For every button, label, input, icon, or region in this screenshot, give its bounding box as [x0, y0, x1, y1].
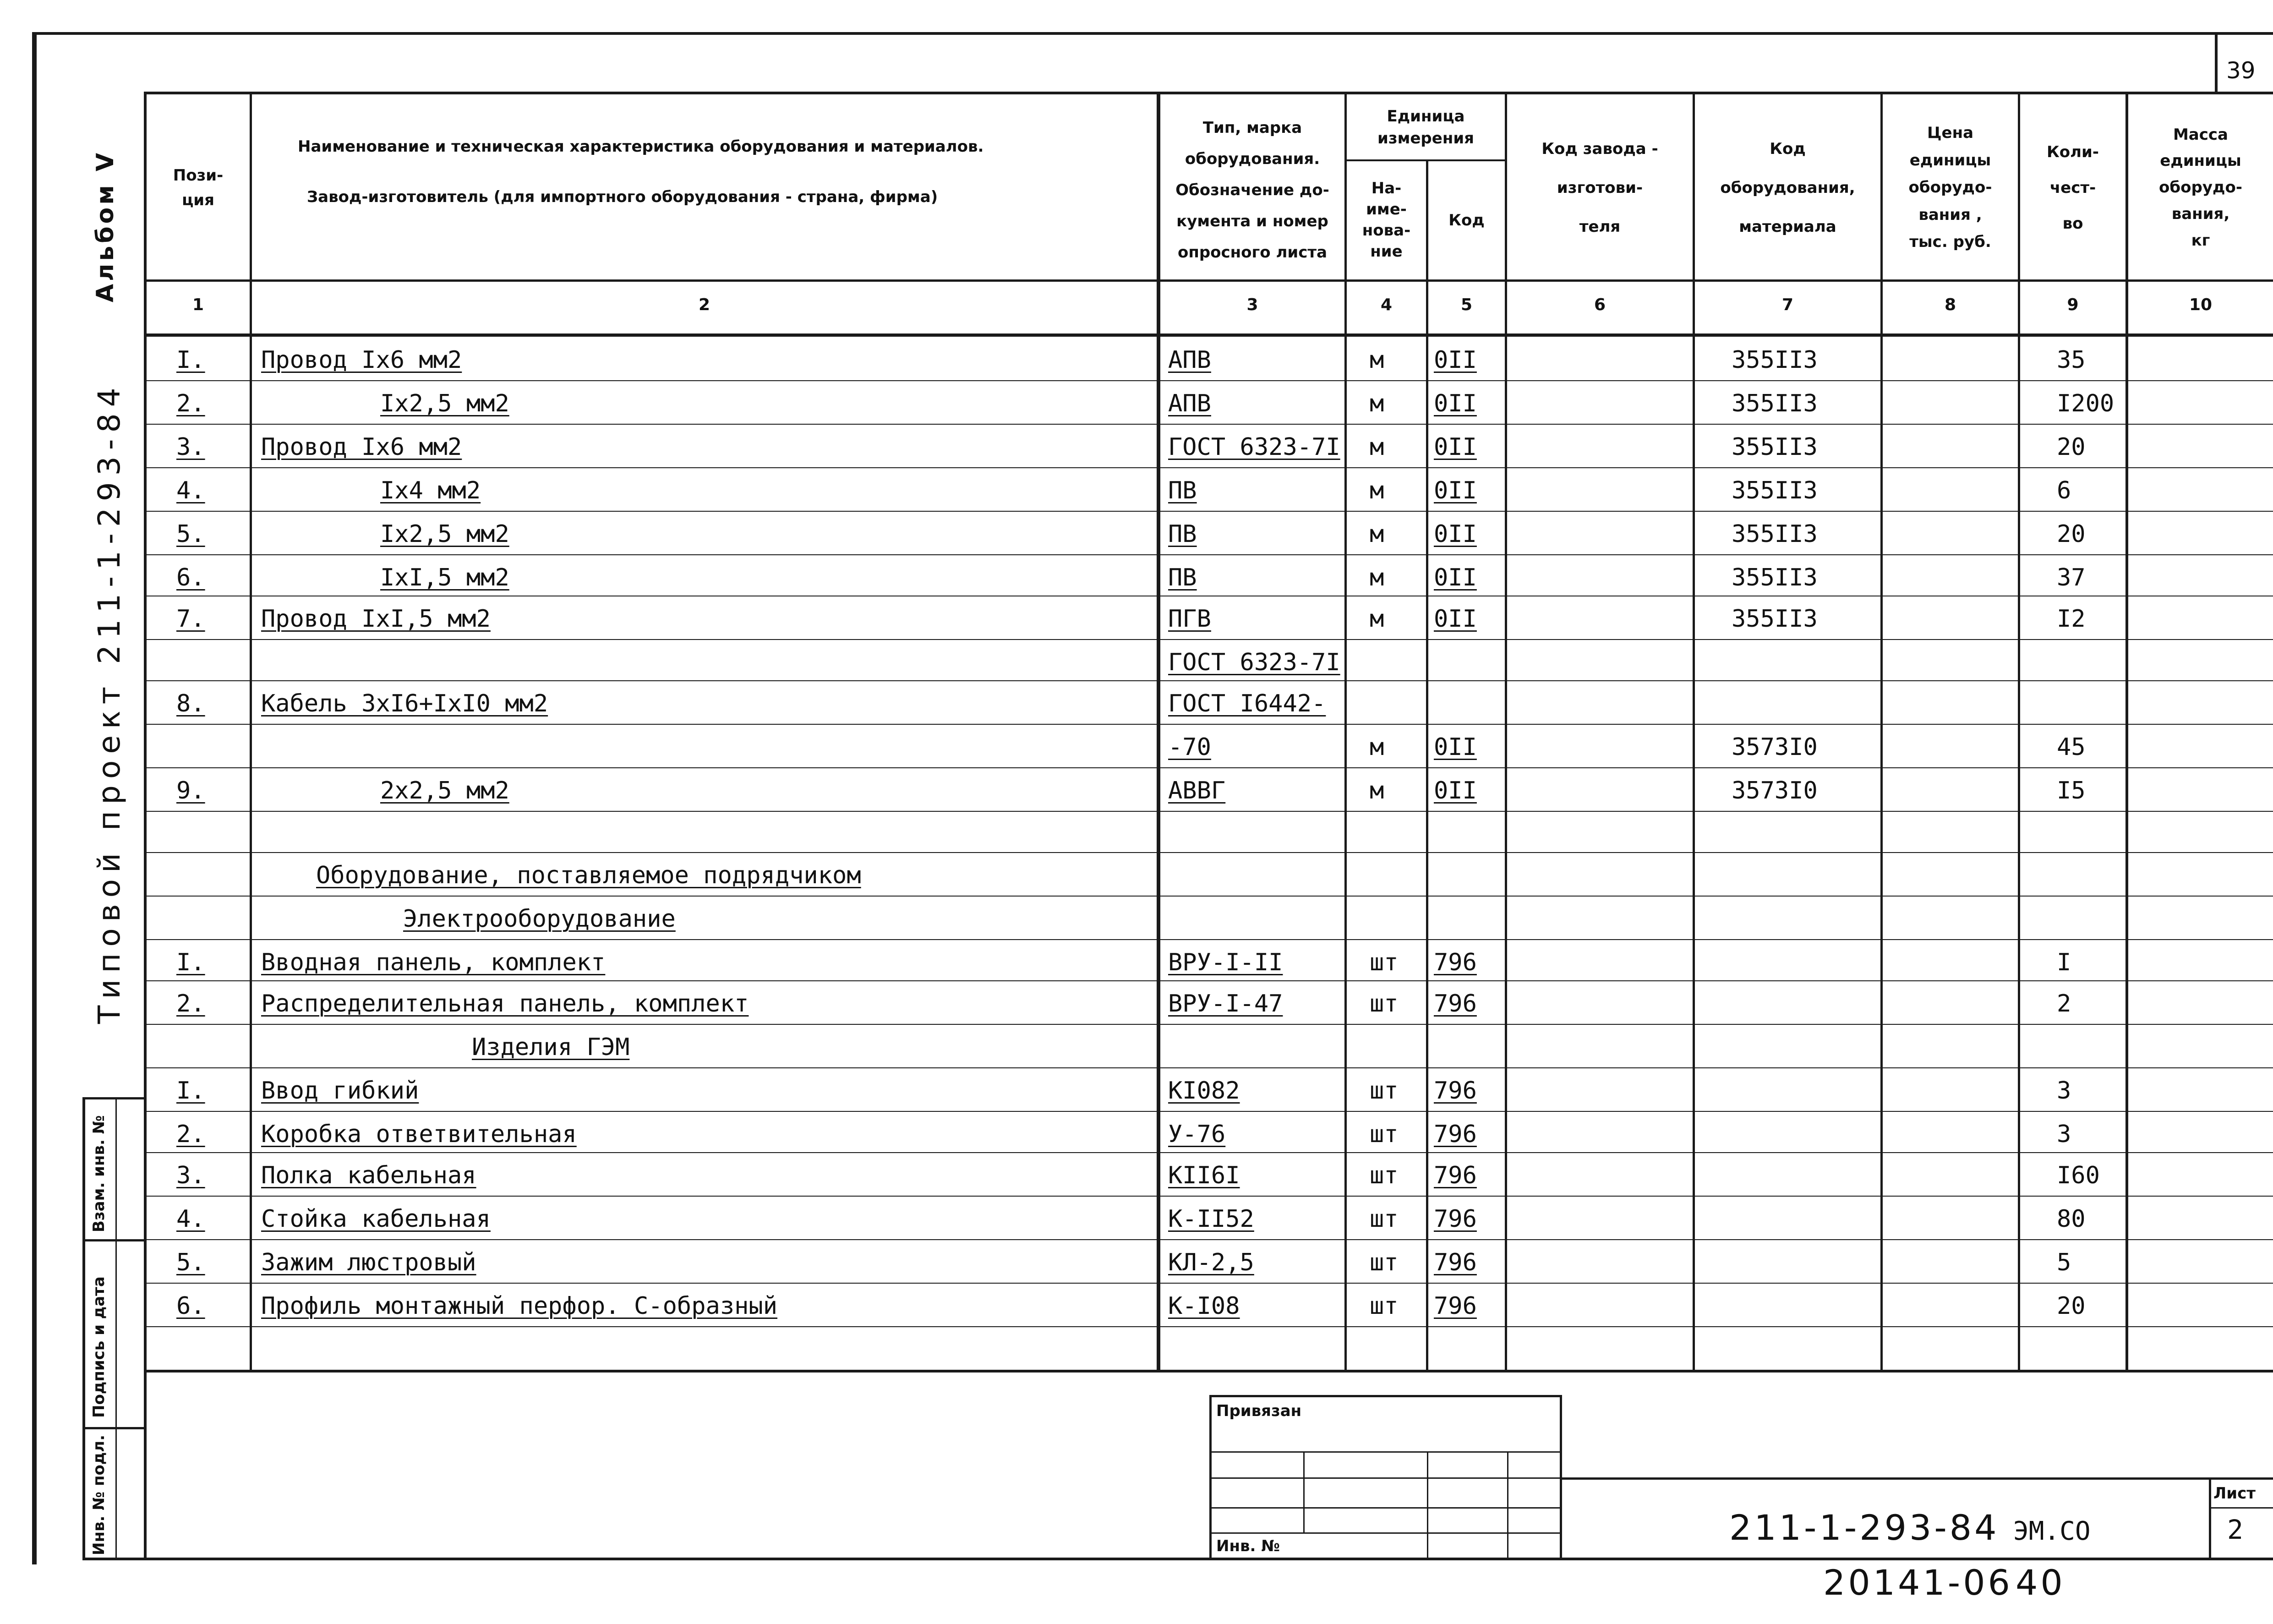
row-line	[144, 554, 2273, 555]
table-top-border	[144, 92, 2273, 94]
row-22-qty: 5	[2057, 1249, 2071, 1276]
row-line	[144, 467, 2273, 468]
row-1-name: Провод Iх6 мм2	[261, 346, 462, 374]
row-6-qty: 37	[2057, 564, 2086, 591]
footer-number: 20141-06	[1823, 1562, 2013, 1603]
row-19-code: 796	[1434, 1121, 1477, 1148]
row-22-type: КЛ-2,5	[1168, 1249, 1254, 1276]
col-line-2	[1157, 92, 1160, 1372]
row-10-code: 0II	[1434, 733, 1477, 761]
row-line	[144, 511, 2273, 512]
stamp-line	[82, 1427, 147, 1429]
col-line-3	[1344, 92, 1347, 1372]
title-top	[1562, 1477, 2273, 1480]
row-16-name: Распределительная панель, комплект	[261, 990, 749, 1017]
row-line	[144, 1239, 2273, 1240]
row-17-name: Изделия ГЭМ	[472, 1033, 630, 1061]
row-10-eq-code: 3573I0	[1732, 733, 1818, 761]
row-6-unit: м	[1370, 564, 1384, 591]
row-22-pos: 5.	[176, 1249, 205, 1276]
priv-line	[1209, 1532, 1562, 1534]
doc-code: 211-1-293-84	[1729, 1507, 2000, 1548]
row-21-pos: 4.	[176, 1205, 205, 1233]
row-2-name: Iх2,5 мм2	[380, 390, 509, 417]
col-line-5	[1505, 92, 1507, 1372]
row-8-type: ГОСТ 6323-7I	[1168, 649, 1340, 676]
row-18-name: Ввод гибкий	[261, 1077, 419, 1105]
row-13-name: Оборудование, поставляемое подрядчиком	[316, 862, 861, 889]
row-10-qty: 45	[2057, 733, 2086, 761]
row-15-name: Вводная панель, комплект	[261, 949, 606, 976]
stamp-line	[82, 1239, 147, 1241]
row-line	[144, 767, 2273, 768]
row-20-pos: 3.	[176, 1162, 205, 1189]
row-5-eq-code: 355II3	[1732, 520, 1818, 548]
sheet-box-left	[2209, 1477, 2211, 1560]
hdr-price: Цена единицы оборудо- вания , тыс. руб.	[1908, 124, 1992, 252]
row-line	[144, 1196, 2273, 1197]
row-20-unit: шт	[1370, 1162, 1399, 1189]
row-20-qty: I60	[2057, 1162, 2100, 1189]
row-4-qty: 6	[2057, 477, 2071, 504]
row-7-eq-code: 355II3	[1732, 605, 1818, 633]
col-num-2: 2	[698, 295, 710, 314]
row-2-unit: м	[1370, 390, 1384, 417]
footer-page: 40	[2016, 1562, 2065, 1603]
hdr-name-1: Наименование и техническая характеристика оборудования и материалов.	[298, 137, 984, 156]
row-18-unit: шт	[1370, 1077, 1399, 1105]
row-2-pos: 2.	[176, 390, 205, 417]
col-num-1: 1	[192, 295, 204, 314]
row-line	[144, 424, 2273, 425]
row-16-type: ВРУ-I-47	[1168, 990, 1283, 1017]
row-line	[144, 1111, 2273, 1112]
row-line	[144, 896, 2273, 897]
priv-vline	[1507, 1451, 1508, 1560]
row-18-type: КI082	[1168, 1077, 1240, 1105]
row-5-qty: 20	[2057, 520, 2086, 548]
col-line-7	[1880, 92, 1883, 1372]
col-line-8	[2018, 92, 2020, 1372]
privyazan-label: Привязан	[1216, 1402, 1302, 1420]
hdr-mass: Масса единицы оборудо- вания, кг	[2159, 125, 2242, 250]
left-border	[32, 32, 37, 1564]
row-15-type: ВРУ-I-II	[1168, 949, 1283, 976]
row-line	[144, 1067, 2273, 1068]
row-7-pos: 7.	[176, 605, 205, 633]
row-23-type: К-I08	[1168, 1292, 1240, 1320]
priv-vline	[1303, 1451, 1305, 1534]
row-3-pos: 3.	[176, 433, 205, 461]
row-11-eq-code: 3573I0	[1732, 777, 1818, 804]
hdr-equip-code: Код оборудования, материала	[1720, 139, 1855, 236]
row-11-code: 0II	[1434, 777, 1477, 804]
row-15-qty: I	[2057, 949, 2071, 976]
hdr-unit-code: Код	[1448, 211, 1485, 230]
row-23-code: 796	[1434, 1292, 1477, 1320]
row-2-code: 0II	[1434, 390, 1477, 417]
row-line	[144, 680, 2273, 681]
row-7-name: Провод IхI,5 мм2	[261, 605, 491, 633]
stamp-vzam: Взам. инв. №	[90, 1115, 108, 1232]
row-3-unit: м	[1370, 433, 1384, 461]
row-19-qty: 3	[2057, 1121, 2071, 1148]
row-21-name: Стойка кабельная	[261, 1205, 491, 1233]
top-border-outer	[32, 32, 2273, 35]
hdr-name-2: Завод-изготовитель (для импортного оборудования - страна, фирма)	[307, 187, 938, 206]
row-21-code: 796	[1434, 1205, 1477, 1233]
row-21-type: К-II52	[1168, 1205, 1254, 1233]
row-7-code: 0II	[1434, 605, 1477, 633]
row-20-name: Полка кабельная	[261, 1162, 476, 1189]
hdr-factory-code: Код завода - изготови- теля	[1541, 139, 1658, 236]
row-3-type: ГОСТ 6323-7I	[1168, 433, 1340, 461]
row-5-name: Iх2,5 мм2	[380, 520, 509, 548]
row-6-eq-code: 355II3	[1732, 564, 1818, 591]
row-line	[144, 639, 2273, 640]
row-23-name: Профиль монтажный перфор. С-образный	[261, 1292, 778, 1320]
row-22-name: Зажим люстровый	[261, 1249, 476, 1276]
row-5-code: 0II	[1434, 520, 1477, 548]
row-2-qty: I200	[2057, 390, 2115, 417]
row-19-name: Коробка ответвительная	[261, 1121, 577, 1148]
row-line	[144, 980, 2273, 981]
stamp-inv: Инв. № подл.	[90, 1434, 108, 1555]
row-11-name: 2х2,5 мм2	[380, 777, 509, 804]
col-num-9: 9	[2067, 295, 2079, 314]
row-line	[144, 852, 2273, 853]
row-line	[144, 1326, 2273, 1327]
doc-mark: ЭМ.СО	[2013, 1516, 2091, 1546]
hdr-qty: Коли- чест- во	[2047, 142, 2099, 233]
row-10-type: -70	[1168, 733, 1211, 761]
row-22-code: 796	[1434, 1249, 1477, 1276]
row-23-pos: 6.	[176, 1292, 205, 1320]
row-6-name: IхI,5 мм2	[380, 564, 509, 591]
row-18-pos: I.	[176, 1077, 205, 1105]
row-1-pos: I.	[176, 346, 205, 374]
col-num-3: 3	[1246, 295, 1258, 314]
col-num-5: 5	[1460, 295, 1473, 314]
header-bottom-line	[144, 279, 2273, 282]
col-line-9	[2125, 92, 2128, 1372]
row-line	[144, 1152, 2273, 1153]
hdr-pos: Пози- ция	[173, 166, 224, 209]
row-19-unit: шт	[1370, 1121, 1399, 1148]
row-16-code: 796	[1434, 990, 1477, 1017]
row-9-type: ГОСТ I6442-	[1168, 690, 1326, 717]
row-3-name: Провод Iх6 мм2	[261, 433, 462, 461]
hdr-type: Тип, марка оборудования. Обозначение до- кумента и номер опросного листа	[1175, 119, 1329, 262]
row-23-unit: шт	[1370, 1292, 1399, 1320]
col-num-10: 10	[2189, 295, 2213, 314]
album-label: Альбом V	[92, 150, 119, 302]
page-number: 39	[2226, 57, 2256, 84]
sheet-number: 2	[2227, 1514, 2243, 1545]
row-1-qty: 35	[2057, 346, 2086, 374]
row-15-unit: шт	[1370, 949, 1399, 976]
col-line-6	[1693, 92, 1695, 1372]
row-1-code: 0II	[1434, 346, 1477, 374]
row-7-unit: м	[1370, 605, 1384, 633]
col-num-6: 6	[1594, 295, 1606, 314]
row-5-unit: м	[1370, 520, 1384, 548]
row-18-qty: 3	[2057, 1077, 2071, 1105]
row-6-pos: 6.	[176, 564, 205, 591]
row-7-type: ПГВ	[1168, 605, 1211, 633]
page-box-border	[2215, 35, 2218, 93]
row-11-pos: 9.	[176, 777, 205, 804]
row-line	[144, 1283, 2273, 1284]
row-4-code: 0II	[1434, 477, 1477, 504]
row-22-unit: шт	[1370, 1249, 1399, 1276]
row-11-type: АВВГ	[1168, 777, 1226, 804]
row-6-type: ПВ	[1168, 564, 1197, 591]
row-23-qty: 20	[2057, 1292, 2086, 1320]
row-4-name: Iх4 мм2	[380, 477, 481, 504]
row-line	[144, 380, 2273, 381]
row-3-code: 0II	[1434, 433, 1477, 461]
col-line-4	[1426, 160, 1428, 1372]
row-3-eq-code: 355II3	[1732, 433, 1818, 461]
row-16-unit: шт	[1370, 990, 1399, 1017]
row-line	[144, 1024, 2273, 1025]
row-1-type: АПВ	[1168, 346, 1211, 374]
row-15-code: 796	[1434, 949, 1477, 976]
row-line	[144, 939, 2273, 940]
row-5-type: ПВ	[1168, 520, 1197, 548]
priv-vline	[1427, 1451, 1428, 1560]
col-number-line	[144, 334, 2273, 337]
priv-top	[1209, 1395, 1562, 1397]
row-11-unit: м	[1370, 777, 1384, 804]
row-15-pos: I.	[176, 949, 205, 976]
row-4-pos: 4.	[176, 477, 205, 504]
row-2-type: АПВ	[1168, 390, 1211, 417]
hdr-unit-group: Единица измерения	[1377, 107, 1474, 148]
project-label: Типовой проект 211-1-293-84	[92, 381, 127, 1024]
row-line	[144, 724, 2273, 725]
row-3-qty: 20	[2057, 433, 2086, 461]
row-9-name: Кабель 3хI6+IхI0 мм2	[261, 690, 548, 717]
stamp-col-left	[82, 1097, 85, 1560]
row-1-unit: м	[1370, 346, 1384, 374]
sheet-box-line	[2209, 1507, 2273, 1509]
row-11-qty: I5	[2057, 777, 2086, 804]
row-19-pos: 2.	[176, 1121, 205, 1148]
row-4-unit: м	[1370, 477, 1384, 504]
row-9-pos: 8.	[176, 690, 205, 717]
row-21-unit: шт	[1370, 1205, 1399, 1233]
stamp-col-mid	[115, 1097, 117, 1560]
table-end-line	[144, 1370, 2273, 1372]
row-16-qty: 2	[2057, 990, 2071, 1017]
bottom-border	[82, 1558, 2273, 1560]
row-19-type: У-76	[1168, 1121, 1226, 1148]
row-2-eq-code: 355II3	[1732, 390, 1818, 417]
row-20-code: 796	[1434, 1162, 1477, 1189]
inv-no-label: Инв. №	[1216, 1537, 1280, 1555]
stamp-line	[82, 1097, 147, 1099]
priv-line	[1209, 1451, 1562, 1453]
col-num-4: 4	[1380, 295, 1393, 314]
row-6-code: 0II	[1434, 564, 1477, 591]
sheet-label: Лист	[2213, 1484, 2256, 1503]
row-7-qty: I2	[2057, 605, 2086, 633]
row-4-eq-code: 355II3	[1732, 477, 1818, 504]
row-1-eq-code: 355II3	[1732, 346, 1818, 374]
row-4-type: ПВ	[1168, 477, 1197, 504]
row-16-pos: 2.	[176, 990, 205, 1017]
row-5-pos: 5.	[176, 520, 205, 548]
col-num-7: 7	[1781, 295, 1794, 314]
row-line	[144, 811, 2273, 812]
row-18-code: 796	[1434, 1077, 1477, 1105]
col-num-8: 8	[1944, 295, 1956, 314]
row-14-name: Электрооборудование	[403, 905, 676, 933]
hdr-unit-name: На- име- нова- ние	[1362, 179, 1411, 261]
stamp-podpis: Подпись и дата	[90, 1276, 108, 1418]
row-21-qty: 80	[2057, 1205, 2086, 1233]
row-20-type: КII6I	[1168, 1162, 1240, 1189]
priv-line	[1209, 1507, 1562, 1509]
priv-line	[1209, 1477, 1562, 1479]
row-10-unit: м	[1370, 733, 1384, 761]
col-line-1	[250, 92, 252, 1372]
